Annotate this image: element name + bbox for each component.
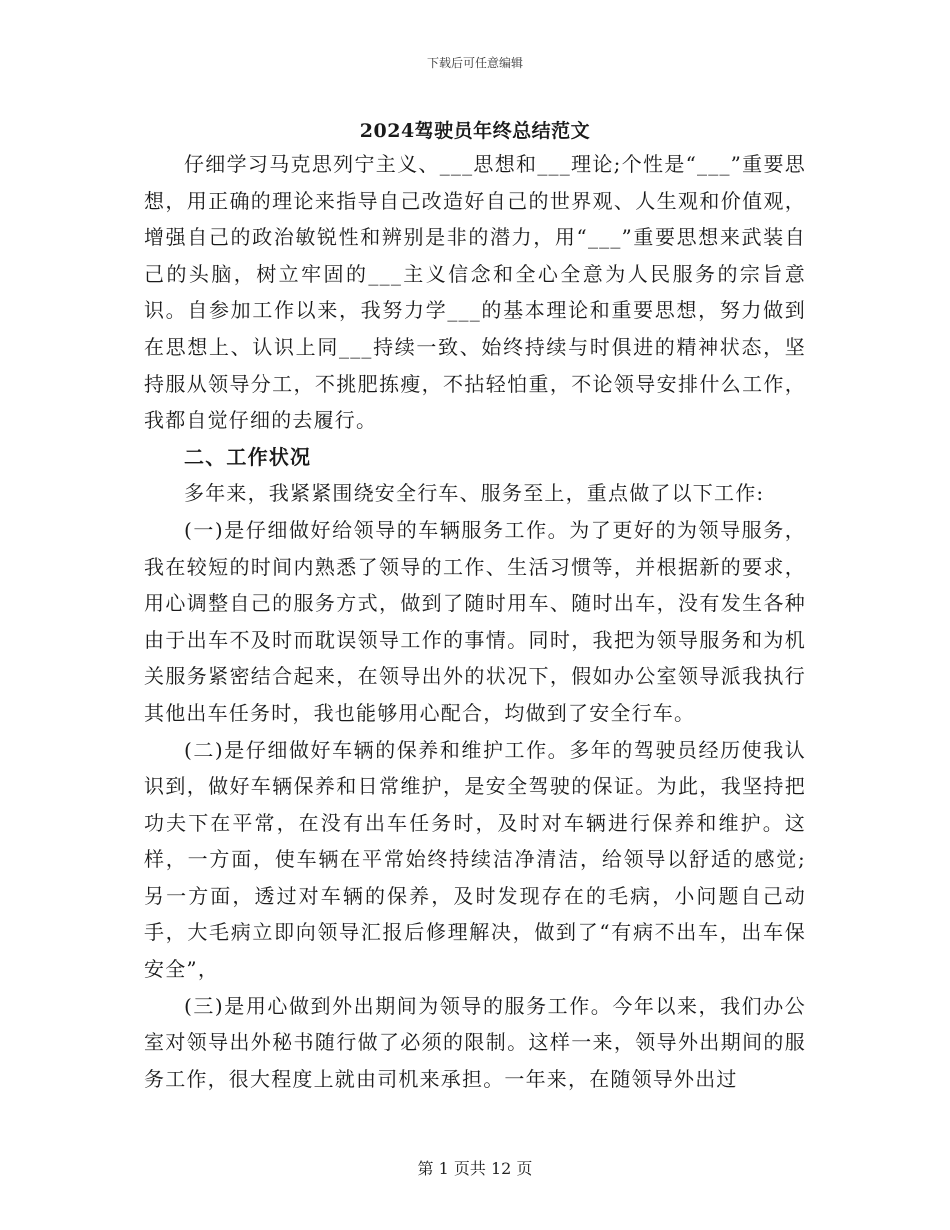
paragraph-overview: 多年来，我紧紧围绕安全行车、服务至上，重点做了以下工作: [184, 481, 765, 506]
header-note: 下载后可任意编辑 [426, 56, 523, 70]
section-heading-work-status: 二、工作状况 [184, 444, 312, 469]
paragraph-item-3: (三)是用心做到外出期间为领导的服务工作。今年以来，我们办公室对领导出外秘书随行做了必须的限制。这样一来，领导外出期间的服务工作，很大程度上就由司机来承担。一年来，在随领导外出过 [144, 993, 806, 1091]
paragraph-item-1: (一)是仔细做好给领导的车辆服务工作。为了更好的为领导服务，我在较短的时间内熟悉了领导的工作、生活习惯等，并根据新的要求，用心调整自己的服务方式，做到了随时用车、随时出车，没有发生各种由于出车不及时而耽误领导工作的事情。同时，我把为领导服务和为机关服务紧密结合起来，在领导出外的状况下，假如办公室领导派我执行其他出车任务时，我也能够用心配合，均做到了安全行车。 [144, 517, 806, 725]
page-number-footer: 第 1 页共 12 页 [417, 1159, 533, 1178]
paragraph-intro: 仔细学习马克思列宁主义、___思想和___理论;个性是“___”重要思想，用正确的理论来指导自己改造好自己的世界观、人生观和价值观，增强自己的政治敏锐性和辨别是非的潜力，用“___”重要思想来武装自己的头脑，树立牢固的___主义信念和全心全意为人民服务的宗旨意识。自参加工作以来，我努力学___的基本理论和重要思想，努力做到在思想上、认识上同___持续一致、始终持续与时俱进的精神状态，坚持服从领导分工，不挑肥拣瘦，不拈轻怕重，不论领导安排什么工作，我都自觉仔细的去履行。 [144, 152, 806, 433]
paragraph-item-2: (二)是仔细做好车辆的保养和维护工作。多年的驾驶员经历使我认识到，做好车辆保养和日常维护，是安全驾驶的保证。为此，我坚持把功夫下在平常，在没有出车任务时，及时对车辆进行保养和维护。这样，一方面，使车辆在平常始终持续洁净清洁，给领导以舒适的感觉;另一方面，透过对车辆的保养，及时发现存在的毛病，小问题自己动手，大毛病立即向领导汇报后修理解决，做到了“有病不出车，出车保安全”， [144, 737, 806, 982]
document-title: 2024驾驶员年终总结范文 [359, 120, 591, 142]
document-body [144, 146, 806, 1097]
